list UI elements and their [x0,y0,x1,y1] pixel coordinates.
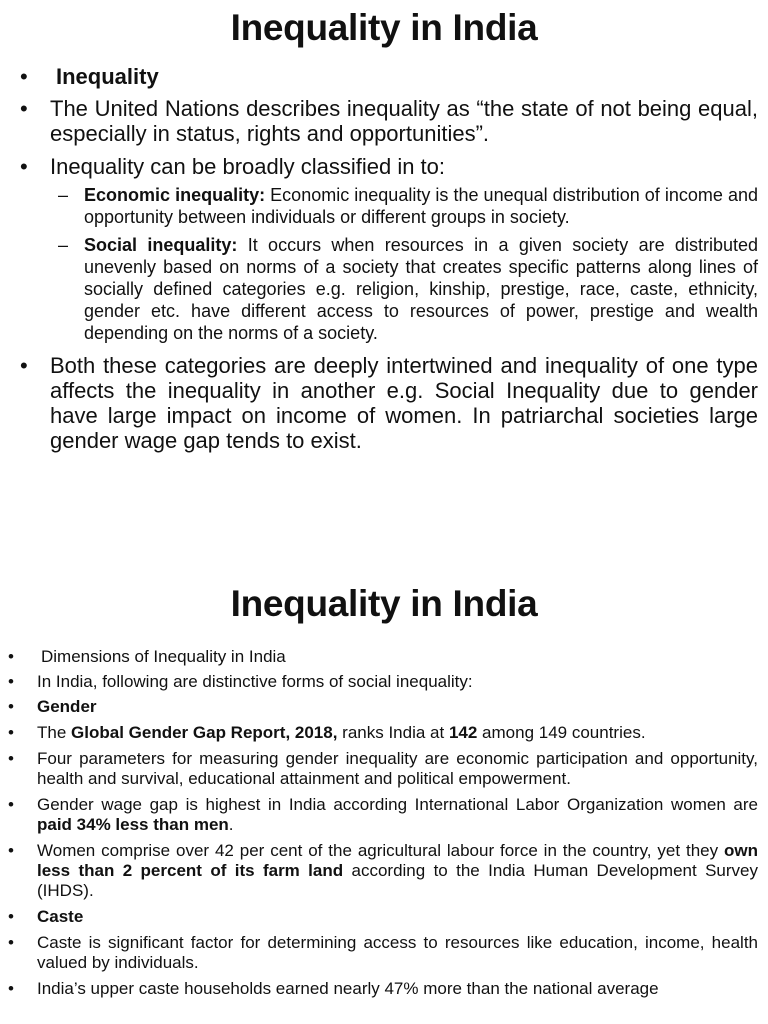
highlight-text: paid 34% less than men [37,815,229,834]
sub-bullet-economic [0,184,768,228]
bullet-un-definition [0,96,768,146]
bullet-text: The United Nations describes inequality as “the state of not being equal, especially in status, rights and opportunities”. [50,96,758,146]
text-part: Women comprise over 42 per cent of the agricultural labour force in the country, yet they [37,841,724,860]
bullet-text: Both these categories are deeply intertwined and inequality of one type affects the inequality in another e.g. Social Inequality due to gender have large impact on income of women. In patriarchal societies large gender wage gap tends to exist. [50,353,758,453]
bullet-classification [0,154,768,179]
dash-marker: – [58,185,69,205]
bullet-dimensions [0,647,768,667]
bullet-four-parameters [0,749,768,789]
social-label: Social inequality: [84,235,238,255]
bullet-text: Dimensions of Inequality in India [41,647,286,666]
slide-title: Inequality in India [230,583,538,624]
report-name: Global Gender Gap Report, 2018, [71,723,338,742]
bullet-list [0,647,768,999]
bullet-list [0,64,768,453]
heading-text: Inequality [56,64,159,89]
bullet-gender-heading [0,697,768,717]
bullet-caste-heading [0,907,768,927]
bullet-text: Caste is significant factor for determining access to resources like education, income, health valued by individuals. [37,933,758,972]
bullet-intertwined [0,353,768,453]
bullet-farm-land [0,841,768,901]
rank-value: 142 [448,723,478,742]
bullet-wage-gap [0,795,768,835]
bullet-forms [0,672,768,692]
bullet-upper-caste [0,979,768,999]
dash-marker: – [58,235,69,255]
text-part: Gender wage gap is highest in India according International Labor Organization women are [37,795,758,814]
sub-bullet-social [0,234,768,344]
slide-title: Inequality in India [230,7,538,48]
bullet-text: India’s upper caste households earned nearly 47% more than the national average [37,979,659,998]
bullet-inequality-heading [0,64,768,89]
bullet-text: Four parameters for measuring gender inequality are economic participation and opportunity, health and survival, educational attainment and political empowerment. [37,749,758,788]
social-text: It occurs when resources in a given society are distributed unevenly based on norms of a society that creates specific patterns along lines of socially defined categories e.g. religion, kinship, prestige, race, caste, ethnicity, gender etc. have different access to resources of power, prestige and wealth depending on the norms of a society. [84,235,758,343]
bullet-text: In India, following are distinctive forms of social inequality: [37,672,473,691]
bullet-text: Inequality can be broadly classified in to: [50,154,446,179]
economic-label: Economic inequality: [84,185,266,205]
text-part: . [228,815,234,834]
text-part: The [37,723,72,742]
heading-text: Caste [37,907,84,926]
text-part: ranks India at [337,723,449,742]
slide-inequality-india [0,578,768,1024]
text-part: according to the India Human Development Survey (IHDS). [37,861,758,900]
text-part: among 149 countries. [477,723,646,742]
economic-text: Economic inequality is the unequal distribution of income and opportunity between individuals or different groups in society. [84,185,759,227]
highlight-text: own less than 2 percent of its farm land [37,841,758,880]
bullet-gender-gap-report [0,723,768,743]
heading-text: Gender [37,697,97,716]
bullet-caste-factor [0,933,768,973]
